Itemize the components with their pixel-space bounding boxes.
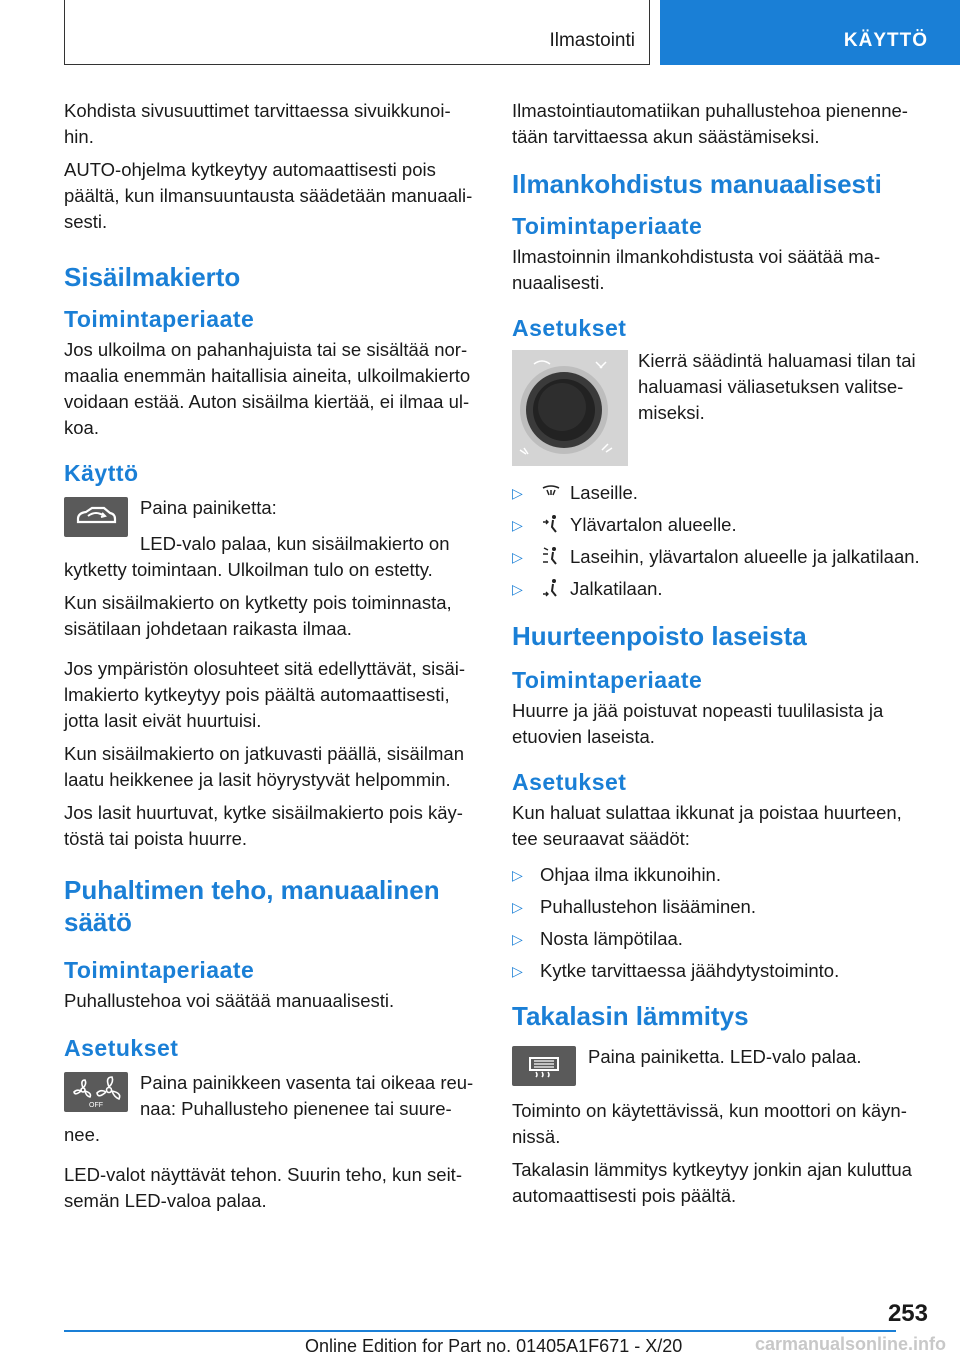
- header-chapter-box: [660, 0, 960, 65]
- triangle-bullet-icon: ▷: [512, 581, 523, 597]
- list-item: [512, 480, 926, 506]
- subheading-principle: Toimintaperiaate: [512, 213, 703, 239]
- defrost-steps-list: [512, 862, 926, 984]
- subheading-principle: Toimintaperiaate: [64, 306, 255, 332]
- triangle-bullet-icon: ▷: [512, 517, 523, 533]
- paragraph: Paina painikkeen vasenta tai oikeaa reu-naa: Puhallusteho pienenee tai suure-nee.: [64, 1072, 474, 1145]
- list-item-label: Kytke tarvittaessa jäähdytystoiminto.: [540, 960, 840, 981]
- list-item: [512, 926, 926, 952]
- paragraph: Jos lasit huurtuvat, kytke sisäilmakierto pois käy-töstä tai poista huurre.: [64, 802, 463, 849]
- subheading-settings: Asetukset: [512, 769, 627, 795]
- list-item-label: Jalkatilaan.: [570, 578, 663, 599]
- windshield-icon: [540, 482, 562, 502]
- paragraph: Huurre ja jää poistuvat nopeasti tuulilasista ja etuovien laseista.: [512, 700, 884, 747]
- list-item: [512, 512, 926, 538]
- paragraph: Paina painiketta. LED-valo palaa.: [588, 1046, 862, 1067]
- list-item: [512, 576, 926, 602]
- paragraph: Kierrä säädintä haluamasi tilan tai haluamasi väliasetuksen valitse-miseksi.: [638, 350, 916, 423]
- list-item-label: Ohjaa ilma ikkunoihin.: [540, 864, 721, 885]
- heading-recirculation: Sisäilmakierto: [64, 262, 241, 292]
- list-item-label: Puhallustehon lisääminen.: [540, 896, 756, 917]
- list-item: [512, 894, 926, 920]
- paragraph: Jos ulkoilma on pahanhajuista tai se sisältää nor-maalia enemmän haitallisia aineita, ulkoilmakierto voidaan estää. Auton sisäilma kiertää, ei ilmaa ul-koa.: [64, 339, 471, 438]
- paragraph: Takalasin lämmitys kytkeytyy jonkin ajan kuluttua automaattisesti pois päältä.: [512, 1159, 912, 1206]
- fan-button-icon: [64, 1072, 128, 1112]
- paragraph: Toiminto on käytettävissä, kun moottori on käyn-nissä.: [512, 1100, 907, 1147]
- footer-divider: [64, 1330, 896, 1332]
- rear-defrost-button-icon: [512, 1046, 576, 1086]
- paragraph: Kun sisäilmakierto on kytketty pois toiminnasta, sisätilaan johdetaan raikasta ilmaa.: [64, 592, 452, 639]
- recirculation-button-icon: [64, 497, 128, 537]
- list-item: [512, 862, 926, 888]
- triangle-bullet-icon: ▷: [512, 549, 523, 565]
- subheading-settings: Asetukset: [512, 315, 627, 341]
- watermark: carmanualsonline.info: [754, 1334, 946, 1354]
- section-title: Ilmastointi: [549, 30, 635, 51]
- triangle-bullet-icon: ▷: [512, 963, 523, 979]
- subheading-principle: Toimintaperiaate: [512, 667, 703, 693]
- paragraph: Ilmastointiautomatiikan puhallustehoa pienenne-tään tarvittaessa akun säästämiseksi.: [512, 100, 908, 147]
- list-item: [512, 958, 926, 984]
- heading-fan-speed: Puhaltimen teho, manuaalinen säätö: [64, 875, 440, 937]
- off-label: OFF: [89, 1102, 103, 1109]
- left-column: [64, 98, 478, 1221]
- list-item-label: Nosta lämpötilaa.: [540, 928, 683, 949]
- right-column: [512, 98, 926, 1216]
- paragraph: Puhallustehoa voi säätää manuaalisesti.: [64, 990, 395, 1011]
- upper-body-icon: [540, 514, 562, 534]
- triangle-bullet-icon: ▷: [512, 485, 523, 501]
- paragraph: Paina painiketta:: [140, 497, 277, 518]
- chapter-title: KÄYTTÖ: [843, 30, 928, 51]
- air-distribution-list: [512, 480, 926, 602]
- triangle-bullet-icon: ▷: [512, 931, 523, 947]
- triangle-bullet-icon: ▷: [512, 867, 523, 883]
- footwell-icon: [540, 578, 562, 598]
- triangle-bullet-icon: ▷: [512, 899, 523, 915]
- subheading-principle: Toimintaperiaate: [64, 957, 255, 983]
- paragraph: Jos ympäristön olosuhteet sitä edellyttävät, sisäi-lmakierto kytkeytyy pois päältä automaattisesti, jotta lasit eivät huurtuisi.: [64, 658, 466, 731]
- paragraph: LED-valo palaa, kun sisäilmakierto on kytketty toimintaan. Ulkoilman tulo on estetty.: [64, 533, 450, 580]
- list-item: [512, 544, 926, 570]
- paragraph: Kun haluat sulattaa ikkunat ja poistaa huurteen, tee seuraavat säädöt:: [512, 802, 902, 849]
- list-item-label: Laseihin, ylävartalon alueelle ja jalkatilaan.: [570, 546, 920, 567]
- header-section-box: [64, 0, 650, 65]
- paragraph: Kun sisäilmakierto on jatkuvasti päällä, sisäilman laatu heikkenee ja lasit höyrystyvät helpommin.: [64, 743, 464, 790]
- list-item-label: Ylävartalon alueelle.: [570, 514, 737, 535]
- subheading-use: Käyttö: [64, 460, 139, 486]
- list-item-label: Laseille.: [570, 482, 638, 503]
- paragraph: AUTO-ohjelma kytkeytyy automaattisesti pois päältä, kun ilmansuuntausta säädetään manuaali-sesti.: [64, 159, 473, 232]
- paragraph: Kohdista sivusuuttimet tarvittaessa sivuikkunoi-hin.: [64, 100, 451, 147]
- heading-rear-window-heating: Takalasin lämmitys: [512, 1001, 749, 1031]
- heading-air-distribution: Ilmankohdistus manuaalisesti: [512, 169, 882, 199]
- subheading-settings: Asetukset: [64, 1035, 179, 1061]
- air-distribution-knob-image: [512, 350, 628, 466]
- paragraph: LED-valot näyttävät tehon. Suurin teho, kun seit-semän LED-valoa palaa.: [64, 1164, 462, 1211]
- all-zones-icon: [540, 546, 562, 566]
- page-number: 253: [887, 1300, 928, 1327]
- paragraph: Ilmastoinnin ilmankohdistusta voi säätää ma-nuaalisesti.: [512, 246, 881, 293]
- heading-defrost: Huurteenpoisto laseista: [512, 621, 807, 651]
- edition-note: Online Edition for Part no. 01405A1F671 - X/20: [305, 1336, 683, 1356]
